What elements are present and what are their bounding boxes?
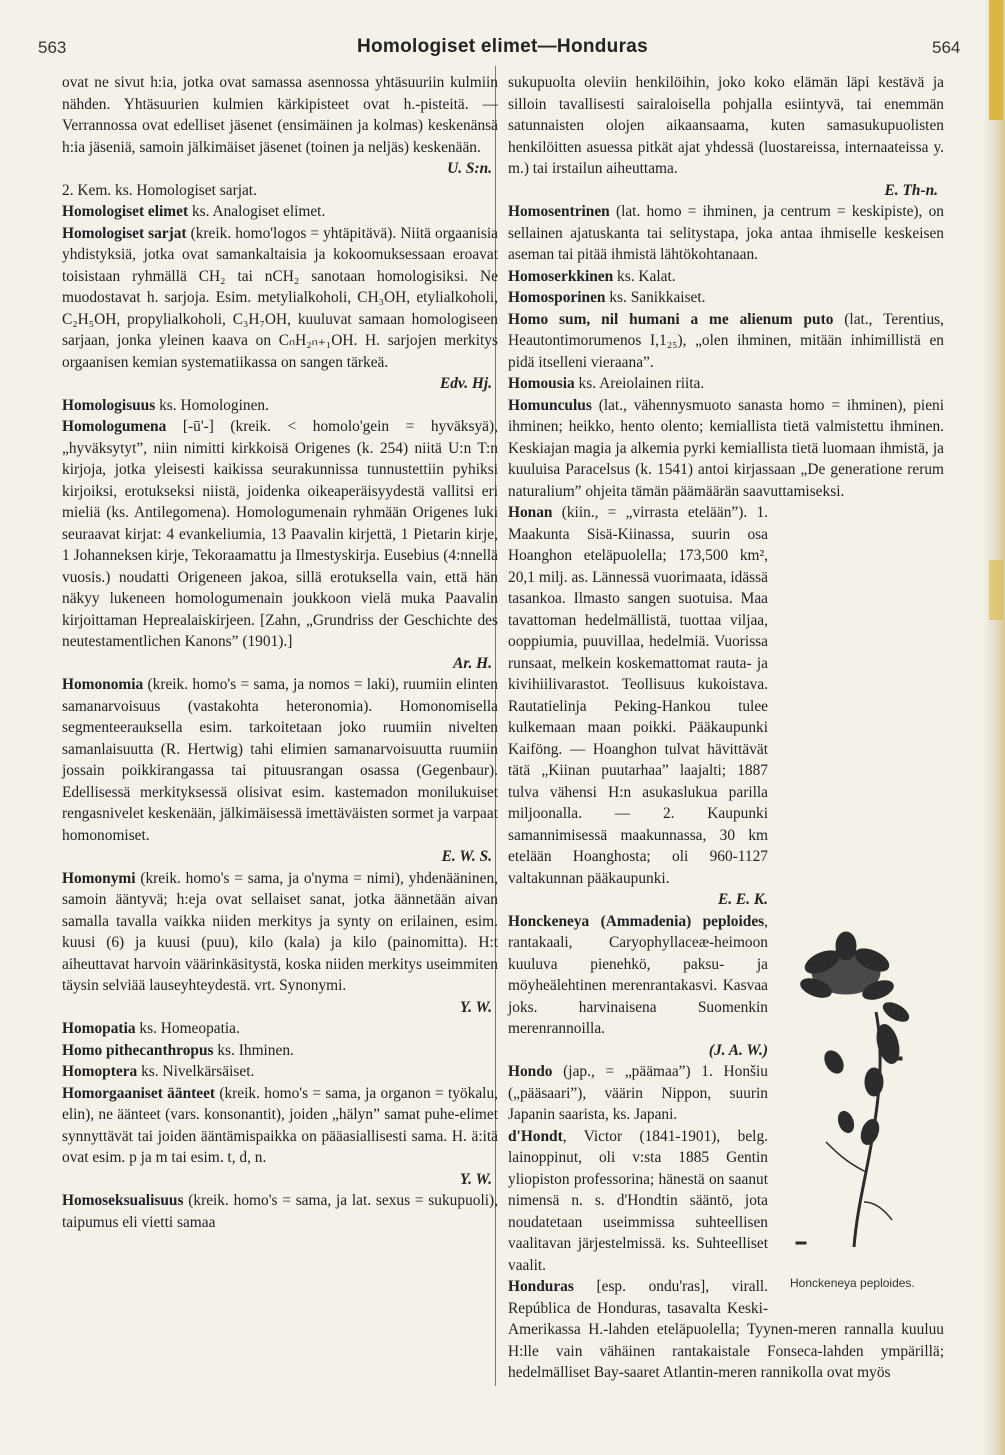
entry-signature: (J. A. W.) (708, 1041, 768, 1059)
entry-body: [esp. ondu'ras], virall. República de Honduras, tasavalta Keski-Amerikassa H.-lahden eteläpuolella; Tyynen-meren rannalla kuuluu H:lle vain vähäinen rantakaistale Fonseca-lahden ympärillä; hedelmälliset Bay-saaret Atlantin-meren rannikolla ovat myös (508, 1278, 944, 1381)
entry-homo-sum (508, 309, 944, 374)
page-edge (983, 0, 1005, 1455)
headword: Homosentrinen (508, 203, 610, 220)
headword: Honduras (508, 1278, 574, 1295)
entry-body: ks. Analogiset elimet. (188, 203, 326, 220)
entry-homousia (508, 373, 944, 395)
entry-body: ks. Homeopatia. (135, 1020, 240, 1037)
entry-homoseksualisuus (62, 1190, 498, 1233)
entry-honan (508, 502, 944, 889)
headword: Honan (508, 504, 553, 521)
entry-signature: E. Th-n. (884, 181, 938, 199)
entry-body: ks. Kalat. (613, 267, 676, 285)
entry-homoserkkinen (508, 266, 944, 288)
entry-homorgaaniset-aanteet (62, 1083, 498, 1169)
entry-homo-pithecanthropus (62, 1040, 498, 1062)
entry-body: (lat., Terentius, Heautontimorumenos I,1₂₅), „olen ihminen, mitään inhimillistä en pidä itselleni vieraana”. (508, 310, 944, 371)
entry-body: (jap., = „päämaa”) 1. Honšiu („pääsaari”), väärin Nippon, suurin Japanin saarista, ks. Japani. (508, 1063, 768, 1123)
entry-body: (kreik. homo's = sama, ja lat. sexus = sukupuoli), taipumus eli vietti samaa (62, 1192, 498, 1231)
entry-signature: E. E. K. (717, 891, 768, 908)
edge-mark (989, 560, 1003, 620)
headword: Homoseksualisuus (62, 1192, 184, 1209)
headword: Hondo (508, 1063, 553, 1080)
entry-signature: Edv. Hj. (439, 375, 492, 392)
entry-body: (kreik. homo's = sama, ja nomos = laki), ruumiin elinten samanarvoisuus (vastakohta heteronomia). Homonomisella segmenteerauksella esim. tarkoitetaan joko ruumiin nivelten samanlaisuutta (R. Hertwig) tahi elimien samanarvoisuutta ruumiin jossain poikkirangassa tai pituusrangan osassa (Gegenbaur). Edellisessä merkityksessä olisivat esim. kastemadon monilukuiset rengasnivelet keskenään, jälkimäisessä imettäväisten sormet ja varpaat homonomiset. (62, 676, 498, 844)
entry-body: ks. Ihminen. (213, 1041, 294, 1059)
headword: Homo sum, nil humani a me alienum puto (508, 310, 834, 328)
headword: Homonomia (62, 676, 144, 693)
entry-signature: E. W. S. (441, 848, 492, 865)
entry-homosentrinen (508, 201, 944, 266)
headword: Homoserkkinen (508, 267, 614, 285)
headword: Homoptera (62, 1063, 138, 1080)
entry-homonymi (62, 868, 498, 997)
entry-text: 2. Kem. ks. Homologiset sarjat. (62, 181, 257, 199)
entry-text: sukupuolta oleviin henkilöihin, joko koko elämän läpi kestävä ja silloin tavallisesti sairaloisella pohjalla esiintyvä, tai enemmän satunnaisten olojen aikaansaama, kuten samasukupuolisten henkilöitten asuessa pitkät ajat yhdessä (luostareissa, internaateissa y. m.) tai irstailun aiheuttama. (508, 74, 944, 177)
headword: Homousia (508, 375, 575, 392)
entry-body: ks. Homologinen. (155, 396, 269, 414)
entry-body: [-ū'-] (kreik. < homolo'gein = hyväksyä), „hyväksytyt”, niin nimitti kirkkoisä Origenes (k. 254) niitä U:n T:n kirjoja, jotka yleisesti kaikissa seurakunnissa tunnustettiin pyhiksi kirjoiksi, erotukseksi niistä, joidenka oikeaperäisyydestä vallitsi eri mieliä (ks. Antilegomena). Homologumenain ryhmään Origenes luki seuraavat kirjat: 4 evankeliumia, 13 Paavalin kirjettä, 1 Pietarin kirje, 1 Johanneksen kirje, Tekoraamattu ja Ilmestyskirja. Eusebius (4:nnellä vuosis.) noudatti Origeneen jakoa, sillä erotuksella vain, että hän näkyy lukeneen homologumenain joukkoon vielä muka Paavalin kirjoittaman Heprealaiskirjeen. [Zahn, „Grundriss der Geschichte des neutestamentlichen Kanons” (1901).] (62, 418, 498, 650)
edge-mark (989, 0, 1003, 120)
entry-signature: Y. W. (459, 998, 492, 1016)
right-column (508, 72, 944, 1384)
headword: Homo pithecanthropus (62, 1041, 214, 1059)
entry-homologisuus (62, 395, 498, 417)
entry-homosporinen (508, 287, 944, 309)
entry-body: (kreik. homo's = sama, ja organon = työkalu, elin), ne äänteet (vars. konsonantit), joiden „hälyn” samat puhe-elimet synnyttävät tai joiden ääntämispaikka on pääasiallisesti sama. H. ä:itä ovat esim. p ja m tai esim. t, d, n. (62, 1084, 498, 1166)
headword: Homunculus (508, 396, 592, 414)
running-header: Homologiset elimet—Honduras (356, 36, 649, 57)
headword: d'Hondt (508, 1127, 563, 1145)
entry-homonomia (62, 674, 498, 846)
entry-signature: Ar. H. (453, 654, 492, 672)
headword: Homologiset sarjat (62, 224, 187, 242)
entry-body: ks. Areiolainen riita. (574, 375, 705, 392)
entry-homologumena (62, 416, 498, 653)
headword: Homopatia (62, 1020, 136, 1037)
entry-signature: Y. W. (459, 1170, 492, 1188)
entry-body: (kreik. homo's = sama, ja o'nyma = nimi), yhdenääninen, samoin ääntyvä; h:eja ovat sellaiset sanat, jotka äännetään aivan samalla tavalla vaikka niiden merkitys ja synty on erilainen, esim. kuusi (6) ja kuusi (puu), kilo (kala) ja kilo (painomitta). H:t aiheuttavat harvoin väärinkäsitystä, koska niiden merkitys useimmiten täysin selviää lauseyhteydestä. vrt. Synonymi. (62, 869, 498, 994)
entry-body: (lat., vähennysmuoto sanasta homo = ihminen), pieni ihminen; heikko, hento olento; kemiallista tietä valmistettu ihminen. Keskiajan magia ja alkemia pyrki kemiallista tietä luomaan ihmistä, ja kuuluisa Paracelsus (k. 1541) antoi kirjassaan „De generatione rerum naturalium” ohjeita tämän päämäärän saavuttamiseksi. (508, 396, 944, 500)
plant-illustration (776, 902, 948, 1294)
page-number-left: 563 (38, 38, 67, 57)
entry-body: ks. Nivelkärsäiset. (137, 1063, 255, 1080)
entry-homunculus (508, 395, 944, 503)
honckeneya-drawing (776, 902, 948, 1274)
headword: Homosporinen (508, 289, 606, 306)
entry-signature: U. S:n. (447, 160, 492, 177)
entry-homologiset-sarjat (62, 223, 498, 374)
left-column (62, 72, 498, 1233)
entry-text: ovat ne sivut h:ia, jotka ovat samassa asennossa yhtäsuuriin kulmiin nähden. Yhtäsuurien kulmien kärkipisteet ovat h.-pisteitä. — Verrannossa ovat edelliset jäsenet (ensimäinen ja kolmas) keskenänsä h:ia jäseniä, samoin jälkimäiset jäsenet (toinen ja neljäs) keskenään. (62, 74, 498, 156)
figure-caption: Honckeneya peploides. (790, 1275, 915, 1290)
entry-body: (lat. homo = ihminen, ja centrum = keskipiste), on sellainen ajatuskanta tai selitystapa, joka antaa ihmiselle keskeisen aseman tai pitää ihmistä lähtökohtanaan. (508, 203, 944, 263)
headword: Homologisuus (62, 396, 156, 414)
headword: Honckeneya (Ammadenia) peploides (508, 912, 765, 930)
entry-body: , rantakaali, Caryophyllaceæ-heimoon kuuluva pienehkö, paksu- ja möyheälehtinen merenrantakasvi. Kasvaa joks. harvinaisena Suomenkin merenrannoilla. (508, 912, 768, 1037)
headword: Homologiset elimet (62, 203, 189, 220)
entry-body: (kiin., = „virrasta etelään”). 1. Maakunta Sisä-Kiinassa, suurin osa Hoanghon eteläpuolella; 173,500 km², 20,1 milj. as. Lännessä vuorimaata, idässä tasankoa. Ilmasto sangen suotuisa. Maa tavattoman hedelmällistä, tuottaa viljaa, ooppiumia, puuvillaa, hedelmiä. Vuorissa runsaat, melkein koskemattomat rauta- ja kivihiilivarastot. Teollisuus kukoistava. Rautatielinja Peking-Hankou tulee kulkemaan maan poikki. Pääkaupunki Kaiföng. — Hoanghon tulvat hävittävät tätä „Kiinan puutarhaa” laajalti; 1887 tulva vähensi H:n asukaslukua parilla miljoonalla. — 2. Kaupunki samannimisessä maakunnassa, 30 km etelään Hoanghosta; oli 960-1127 valtakunnan pääkaupunki. (508, 504, 768, 887)
entry-homoptera (62, 1061, 498, 1083)
entry-body: (kreik. homo'logos = yhtäpitävä). Niitä orgaanisia yhdistyksiä, jotka ovat samankaltaisia ja kokoomuksessaan eroavat toisistaan ryhmällä CH₂ tai nCH₂ sanotaan homologisiksi. Ne muodostavat h. sarjoja. Esim. metylialkoholi, CH₃OH, etylialkoholi, C₂H₅OH, propylialkoholi, C₃H₇OH, kuuluvat samaan homologiseen sarjaan, jonka yleinen kaava on CₙH₂ₙ₊₁OH. H. sarjojen merkitys orgaanisen kemian systematiikassa on sangen tärkeä. (62, 224, 498, 371)
entry-body: ks. Sanikkaiset. (605, 289, 706, 306)
entry-body: , Victor (1841-1901), belg. lainoppinut, oli v:sta 1885 Gentin yliopiston professorina; hänestä on saanut nimensä n. s. d'Hondtin sääntö, jota noudatetaan useimmissa suhteellisen vaalitavan järjestelmissä. ks. Suhteelliset vaalit. (508, 1127, 768, 1274)
page-number-right: 564 (932, 38, 961, 57)
headword: Homologumena (62, 418, 167, 435)
entry-homopatia (62, 1018, 498, 1040)
headword: Homonymi (62, 869, 136, 887)
entry-homologiset-elimet (62, 201, 498, 223)
headword: Homorgaaniset äänteet (62, 1084, 216, 1102)
